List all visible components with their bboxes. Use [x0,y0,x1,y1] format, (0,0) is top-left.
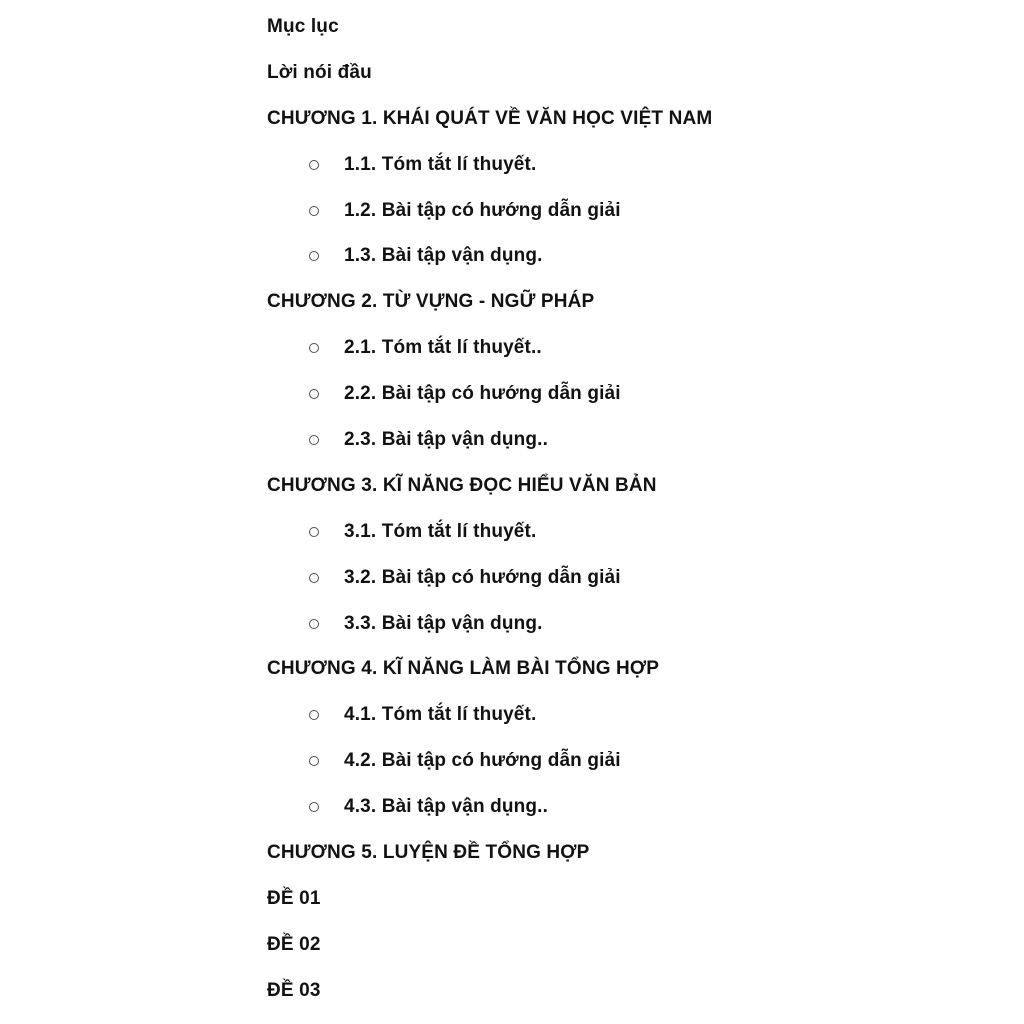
toc-item-label: 4.2. Bài tập có hướng dẫn giải [344,750,621,772]
toc-item-label: 3.3. Bài tập vận dụng. [344,612,543,634]
circle-bullet-icon [309,619,319,629]
toc-item-label: ĐỀ 02 [267,933,321,955]
toc-item-label: Lời nói đầu [267,61,372,83]
toc-item-chapter-5 [0,830,1024,876]
circle-bullet-icon [309,710,319,720]
toc-item-label: CHƯƠNG 2. TỪ VỰNG - NGỮ PHÁP [267,291,595,313]
toc-item-label: 4.1. Tóm tắt lí thuyết. [344,704,537,726]
toc-subitem-1-3 [0,233,1024,279]
toc-subitem-2-1 [0,325,1024,371]
toc-item-label: CHƯƠNG 5. LUYỆN ĐỀ TỔNG HỢP [267,841,590,863]
toc-item-loi-noi-dau [0,50,1024,96]
toc-subitem-2-2 [0,371,1024,417]
toc-item-label: 2.3. Bài tập vận dụng.. [344,428,549,450]
toc-item-chapter-1 [0,96,1024,142]
toc-item-de-01 [0,876,1024,922]
toc-item-label: 2.1. Tóm tắt lí thuyết.. [344,337,542,359]
toc-item-label: 1.1. Tóm tắt lí thuyết. [344,153,537,175]
toc-title-text: Mục lục [267,15,339,37]
toc-subitem-1-1 [0,142,1024,188]
circle-bullet-icon [309,435,319,445]
toc-item-label: 2.2. Bài tập có hướng dẫn giải [344,383,621,405]
toc-item-label: ĐỀ 01 [267,887,321,909]
toc-item-chapter-4 [0,646,1024,692]
circle-bullet-icon [309,389,319,399]
toc-item-de-03 [0,968,1024,1014]
toc-item-label: 1.3. Bài tập vận dụng. [344,245,543,267]
circle-bullet-icon [309,160,319,170]
toc-subitem-3-1 [0,509,1024,555]
circle-bullet-icon [309,756,319,766]
circle-bullet-icon [309,527,319,537]
circle-bullet-icon [309,343,319,353]
circle-bullet-icon [309,251,319,261]
toc-item-label: 4.3. Bài tập vận dụng.. [344,796,549,818]
toc-item-label: 3.1. Tóm tắt lí thuyết. [344,520,537,542]
toc-item-de-02 [0,922,1024,968]
toc-item-label: 1.2. Bài tập có hướng dẫn giải [344,199,621,221]
toc-item-label: CHƯƠNG 4. KĨ NĂNG LÀM BÀI TỔNG HỢP [267,658,660,680]
toc-item-chapter-3 [0,463,1024,509]
toc-subitem-4-2 [0,738,1024,784]
toc-subitem-4-1 [0,692,1024,738]
toc-item-label: CHƯƠNG 3. KĨ NĂNG ĐỌC HIỂU VĂN BẢN [267,474,657,496]
toc-item-chapter-2 [0,279,1024,325]
toc-subitem-3-3 [0,601,1024,647]
toc-item-label: CHƯƠNG 1. KHÁI QUÁT VỀ VĂN HỌC VIỆT NAM [267,107,713,129]
toc-item-label: 3.2. Bài tập có hướng dẫn giải [344,566,621,588]
toc-subitem-4-3 [0,784,1024,830]
toc-item-label: ĐỀ 03 [267,979,321,1001]
toc-subitem-2-3 [0,417,1024,463]
toc-subitem-3-2 [0,555,1024,601]
circle-bullet-icon [309,802,319,812]
toc-subitem-1-2 [0,188,1024,234]
circle-bullet-icon [309,206,319,216]
circle-bullet-icon [309,573,319,583]
toc-title [0,4,1024,50]
